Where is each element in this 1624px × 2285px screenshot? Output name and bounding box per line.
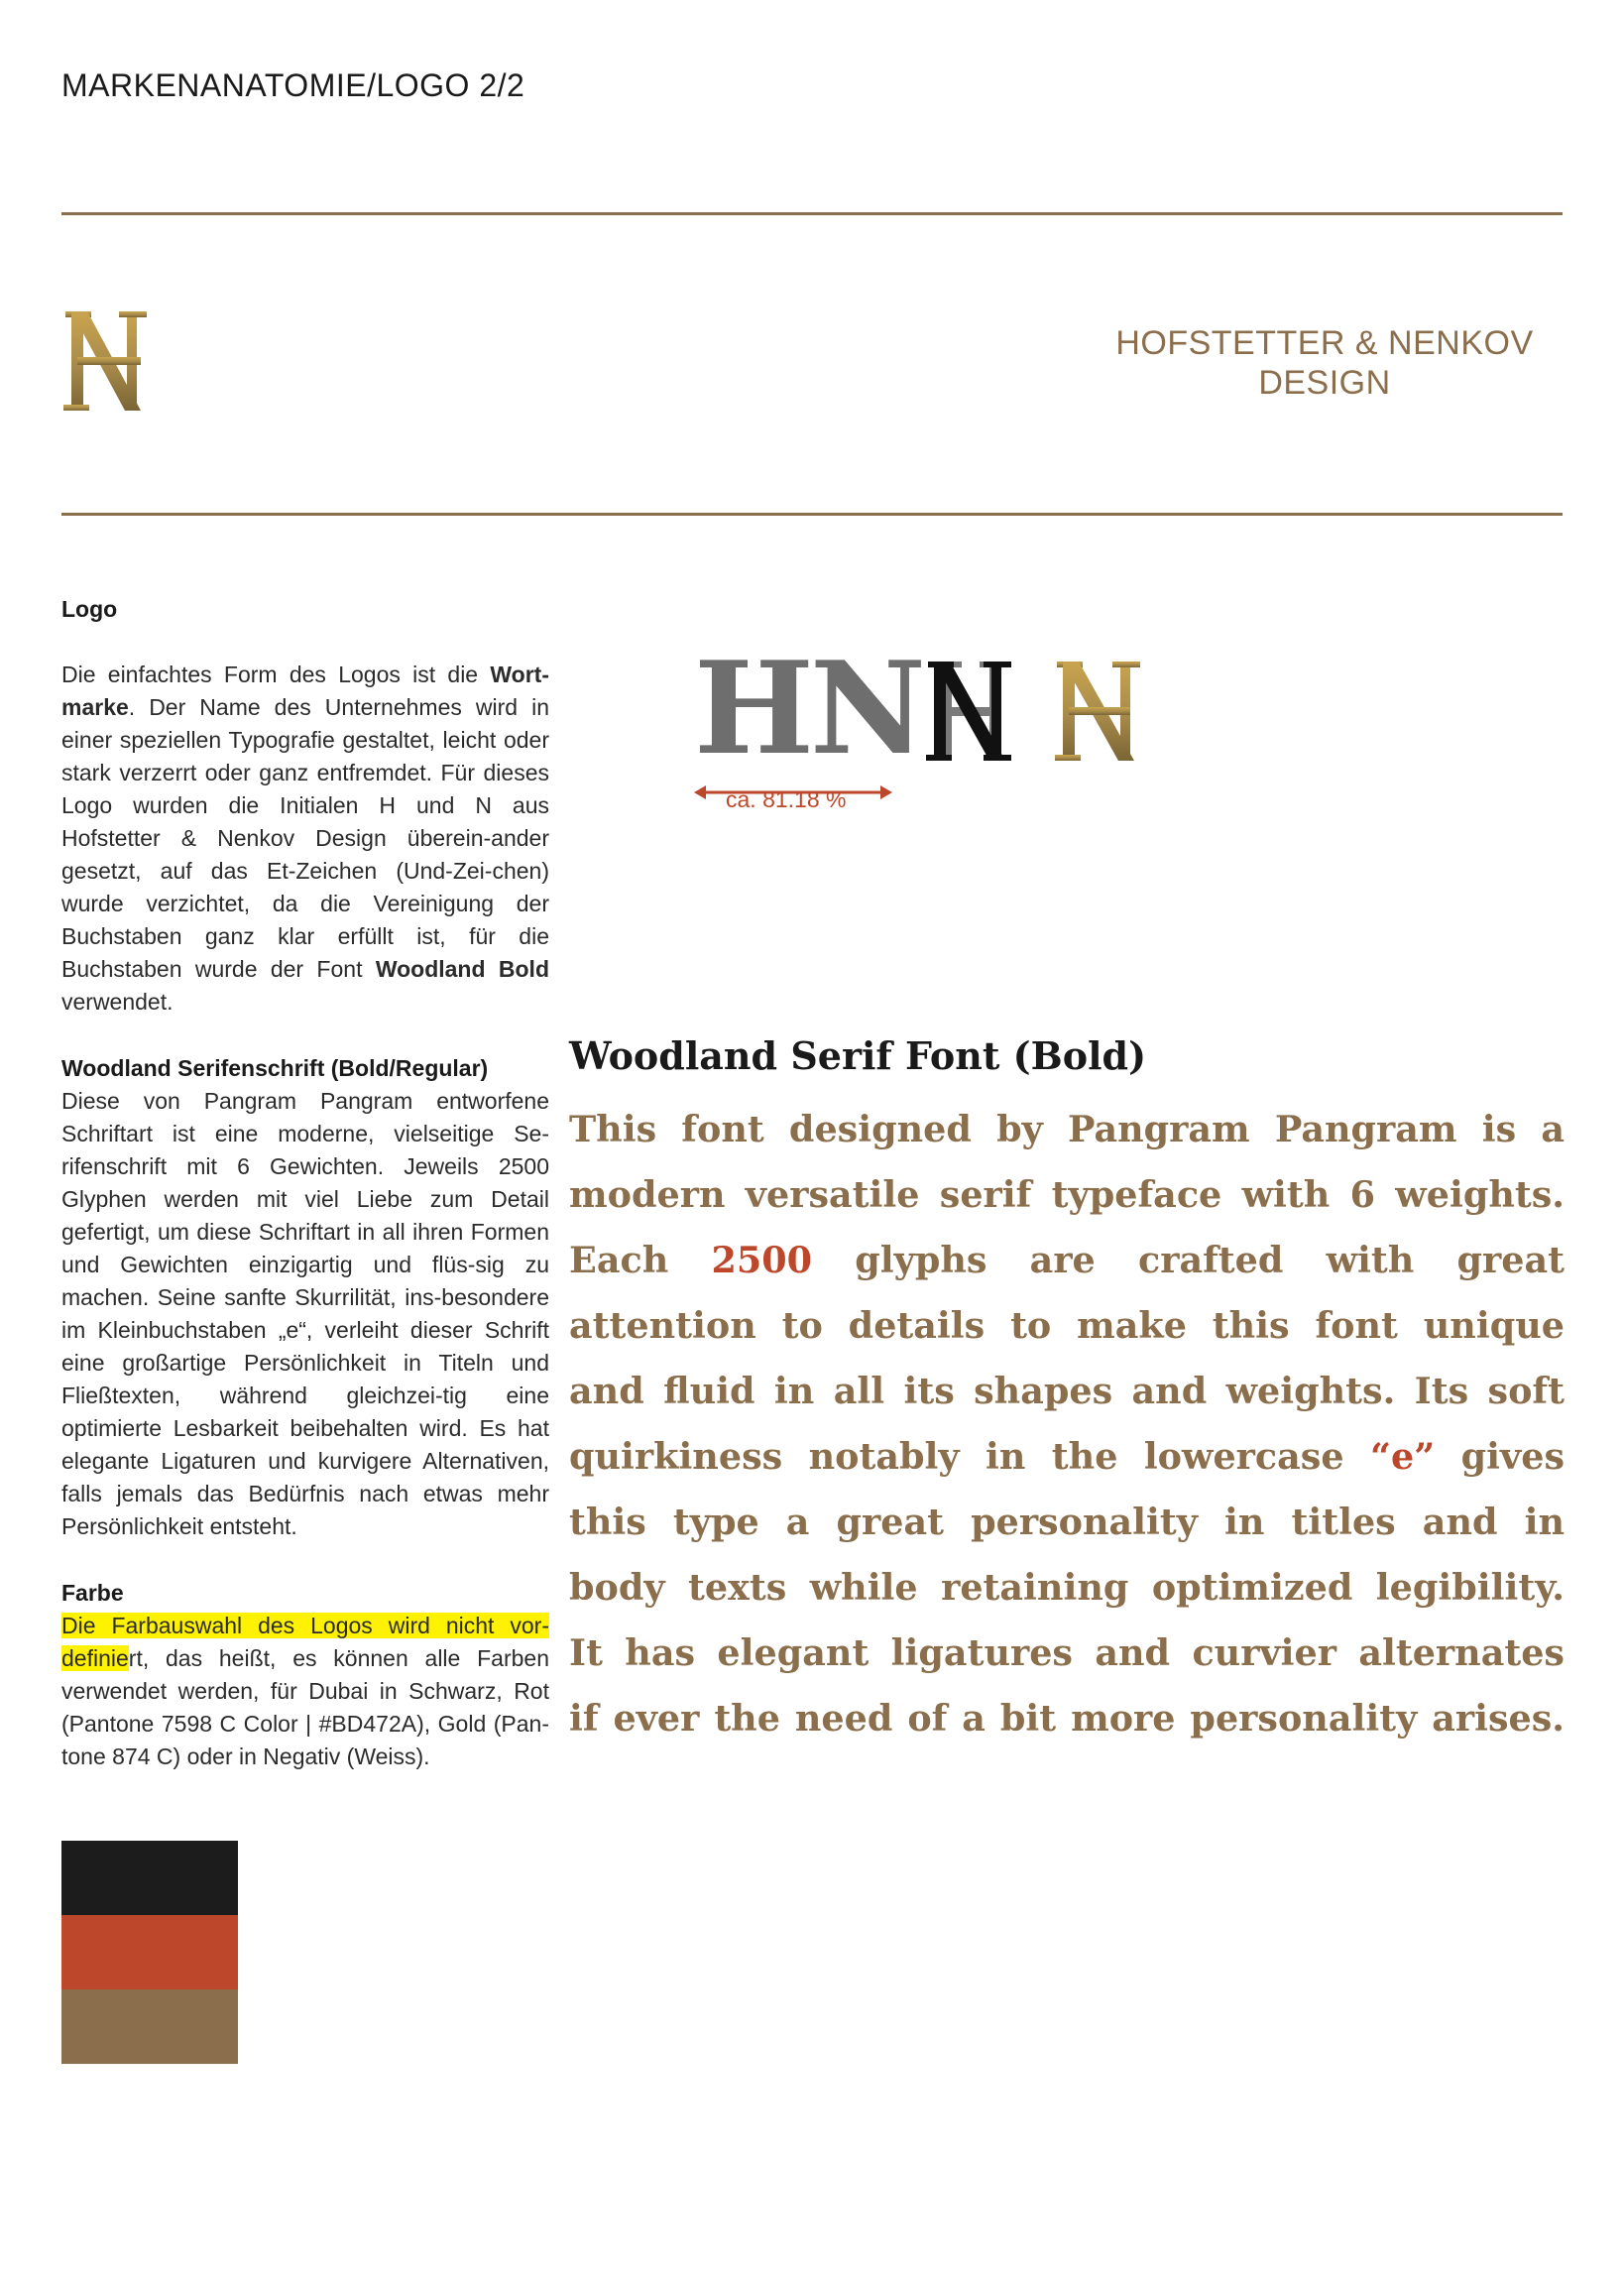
font-paragraph: Diese von Pangram Pangram entworfene Schriftart ist eine moderne, vielseitige Se-rifenschrift mit 6 Gewichten. Jeweils 2500 Glyphen werden mit viel Liebe zum Detail gefertigt, um diese Schriftart in all ihren Formen und Gewichten einzigartig und flüs-sig zu machen. Seine sanfte Skurrilität, ins-besondere im Kleinbuchstaben „e“, verleiht dieser Schrift eine großartige Persönlichkeit in Titeln und Fließtexten, während gleichzei-tig eine optimierte Lesbarkeit beibehalten wird. Es hat elegante Ligaturen und kurvigere Alternativen, falls jemals das Bedürfnis nach etwas mehr Persönlichkeit entsteht. <box>61 1088 549 1539</box>
swatch-red <box>61 1915 238 1989</box>
logo-text-2: . Der Name des Unternehmes wird in einer speziellen Typografie gestaltet, leicht oder stark verzerrt oder ganz entfremdet. Für dieses Logo wurden die Initialen H und N aus Hofstetter & Nenkov Design überein-ander gesetzt, auf das Et-Zeichen (Und-Zei-chen) wurde verzichtet, da die Vereinigung der Buchstaben ganz klar erfüllt ist, für die Buchstaben wurde der Font <box>61 694 549 982</box>
specimen-line-3 <box>569 1228 1565 1293</box>
top-divider <box>61 212 1563 215</box>
brand-name <box>1087 323 1563 403</box>
specimen-title: Woodland Serif Font (Bold) <box>569 1033 1147 1078</box>
logo-text-3: verwendet. <box>61 989 174 1015</box>
specimen-line-4: attention to details to make this font unique <box>569 1304 1565 1347</box>
brand-line-1: HOFSTETTER & NENKOV <box>1115 324 1534 362</box>
color-paragraph <box>61 1610 549 1773</box>
swatch-black <box>61 1841 238 1915</box>
specimen-line-3a: Each <box>569 1239 669 1281</box>
left-column <box>61 593 549 1773</box>
specimen-line-9: It has elegant ligatures and curvier alternates <box>569 1631 1565 1674</box>
logo-heading: Logo <box>61 596 118 622</box>
color-heading: Farbe <box>61 1580 124 1606</box>
font-heading: Woodland Serifenschrift (Bold/Regular) <box>61 1055 489 1081</box>
specimen-e: “e” <box>1369 1435 1436 1478</box>
hn-overlay-black <box>924 658 1019 765</box>
logo-text-bold-2: Woodland Bold <box>375 956 549 982</box>
page-title: MARKENANATOMIE/LOGO 2/2 <box>61 67 525 103</box>
highlighted-text: Die Farbauswahl des Logos wird nicht vor-definie <box>61 1613 549 1671</box>
specimen-line-8: body texts while retaining optimized legibility. <box>569 1566 1565 1609</box>
specimen-line-3b: glyphs are crafted with great <box>855 1239 1565 1281</box>
hn-logo-small <box>61 307 153 415</box>
swatch-gold <box>61 1989 238 2064</box>
specimen-body <box>569 1097 1565 1751</box>
logo-paragraph <box>61 659 549 1019</box>
specimen-line-1: This font designed by Pangram Pangram is a <box>569 1108 1565 1150</box>
logo-text-bold-1: Wort-marke <box>61 661 549 720</box>
measure-label: ca. 81.18 % <box>726 786 847 812</box>
specimen-line-7: this type a great personality in titles and in <box>569 1501 1565 1543</box>
specimen-line-6a: quirkiness notably in the lowercase <box>569 1435 1344 1478</box>
brand-line-2: DESIGN <box>1258 364 1391 402</box>
middle-divider <box>61 513 1563 516</box>
specimen-line-6b: gives <box>1460 1435 1565 1478</box>
logo-text-1: Die einfachtes Form des Logos ist die <box>61 661 491 687</box>
logo-construction <box>694 635 1150 828</box>
specimen-line-10: if ever the need of a bit more personality arises. <box>569 1697 1565 1740</box>
hn-logo-gold <box>1053 658 1148 765</box>
specimen-line-5: and fluid in all its shapes and weights. Its soft <box>569 1370 1565 1412</box>
specimen-line-6 <box>569 1424 1565 1490</box>
hn-gray-letters: HN <box>694 635 922 783</box>
specimen-number: 2500 <box>711 1239 813 1281</box>
specimen-line-2: modern versatile serif typeface with 6 weights. <box>569 1173 1565 1216</box>
color-text-rest: rt, das heißt, es können alle Farben verwendet werden, für Dubai in Schwarz, Rot (Pantone 7598 C Color | #BD472A), Gold (Pan-tone 874 C) oder in Negativ (Weiss). <box>61 1645 549 1769</box>
